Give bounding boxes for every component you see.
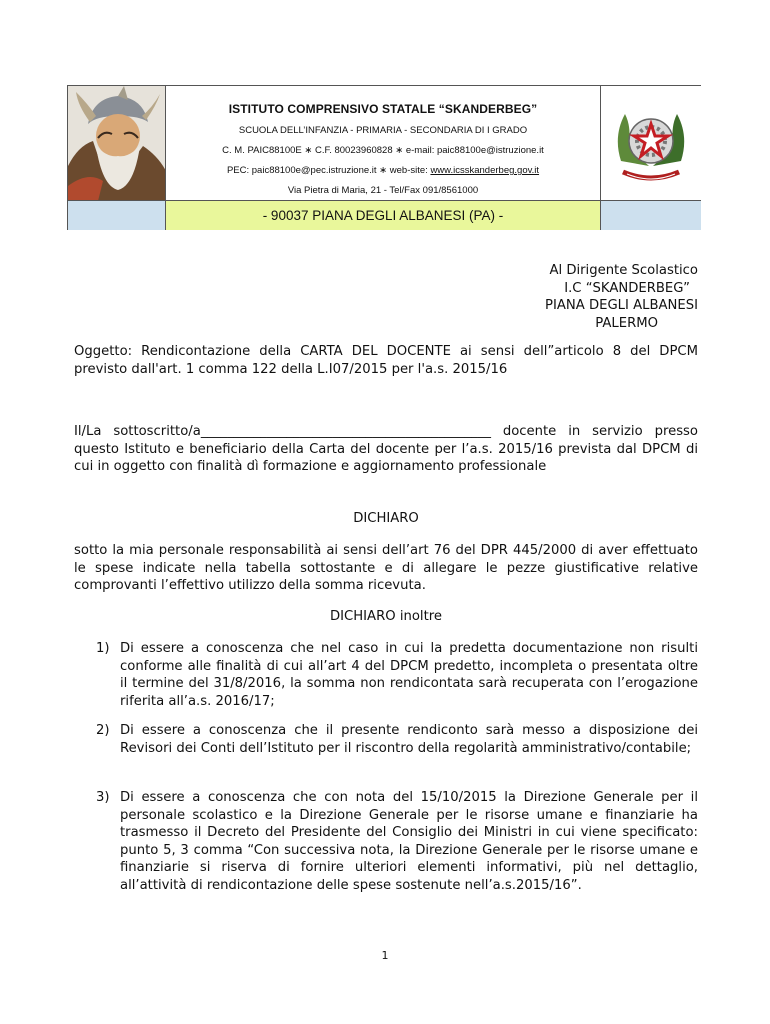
skanderbeg-portrait-logo bbox=[68, 86, 166, 201]
recipient-line-4: PALERMO bbox=[595, 315, 658, 331]
dichiaro-heading: DICHIARO bbox=[353, 511, 419, 526]
list-item bbox=[96, 789, 698, 894]
italian-emblem-icon bbox=[601, 86, 701, 201]
list-item-text: Di essere a conoscenza che nel caso in cui la predetta documentazione non risulti conforme alle finalità di cui all’art 4 del DPCM predetto, incompleta o presentata oltre il termine del 31/8/2016, la somma non rendicontata sarà recuperata con l’erogazione riferita all’a.s. 2016/17; bbox=[120, 641, 698, 709]
school-address: Via Pietra di Maria, 21 - Tel/Fax 091/8561000 bbox=[287, 185, 479, 196]
list-item-number: 2) bbox=[96, 723, 110, 738]
recipient-block bbox=[545, 262, 698, 332]
dichiaro-inoltre-heading: DICHIARO inoltre bbox=[330, 609, 442, 624]
school-name: ISTITUTO COMPRENSIVO STATALE “SKANDERBEG” bbox=[228, 102, 538, 116]
pec-prefix: PEC: paic88100e@pec.istruzione.it ∗ web-site: bbox=[226, 165, 431, 176]
page-number: 1 bbox=[381, 949, 389, 962]
letterhead bbox=[67, 85, 701, 230]
list-item-number: 3) bbox=[96, 790, 110, 805]
school-info-block bbox=[166, 86, 601, 201]
list-item-text: Di essere a conoscenza che il presente rendiconto sarà messo a disposizione dei Revisori dei Conti dell’Istituto per il riscontro della regolarità amministrativo/contabile; bbox=[120, 723, 698, 756]
list-item bbox=[96, 722, 698, 757]
list-item-number: 1) bbox=[96, 641, 110, 656]
list-item-text: Di essere a conoscenza che con nota del 15/10/2015 la Direzione Generale per il personale scolastico e la Direzione Generale per le risorse umane e finanziarie ha trasmesso il Decreto del Presidente del Consiglio dei Ministri in cui viene specificato: punto 5, 3 comma “Con successiva nota, la Direzione Generale per le risorse umane e finanziarie si riserva di fornire ulteriori elementi informativi, più nel dettaglio, all’attività di rendicontazione delle spese sostenute nell’a.s.2015/16”. bbox=[120, 790, 698, 893]
recipient-line-2: I.C “SKANDERBEG” bbox=[564, 280, 690, 296]
recipient-line-1: Al Dirigente Scolastico bbox=[549, 263, 698, 278]
italian-republic-emblem bbox=[601, 86, 701, 201]
dichiaro-paragraph: sotto la mia personale responsabilità ai sensi dell’art 76 del DPR 445/2000 di aver effettuato le spese indicate nella tabella sottostante e di allegare le pezze giustificative relative comprovanti l’effettivo utilizzo della somma ricevuta. bbox=[74, 543, 698, 593]
website-link[interactable]: www.icsskanderbeg.gov.it bbox=[430, 165, 540, 176]
subject-paragraph: Oggetto: Rendicontazione della CARTA DEL DOCENTE ai sensi dell”articolo 8 del DPCM previsto dall'art. 1 comma 122 della L.I07/2015 per l'a.s. 2015/16 bbox=[74, 344, 698, 377]
letterhead-bottom-right-band bbox=[601, 201, 701, 230]
school-codes: C. M. PAIC88100E ∗ C.F. 80023960828 ∗ e-mail: paic88100e@istruzione.it bbox=[222, 145, 544, 156]
school-levels: SCUOLA DELL’INFANZIA - PRIMARIA - SECONDARIA DI I GRADO bbox=[238, 125, 528, 136]
declarant-paragraph: Il/La sottoscritto/a____________________________________________ docente in servizio presso questo Istituto e beneficiario della Carta del docente per l’a.s. 2015/16 prevista dal DPCM di cui in oggetto con finalità dì formazione e aggiornamento professionale bbox=[74, 424, 698, 474]
pec-line bbox=[166, 165, 600, 176]
city-line: - 90037 PIANA DEGLI ALBANESI (PA) - bbox=[166, 201, 601, 230]
list-item bbox=[96, 640, 698, 710]
letterhead-bottom-left-band bbox=[68, 201, 166, 230]
recipient-line-3: PIANA DEGLI ALBANESI bbox=[545, 298, 698, 313]
skanderbeg-portrait-icon bbox=[68, 86, 166, 201]
